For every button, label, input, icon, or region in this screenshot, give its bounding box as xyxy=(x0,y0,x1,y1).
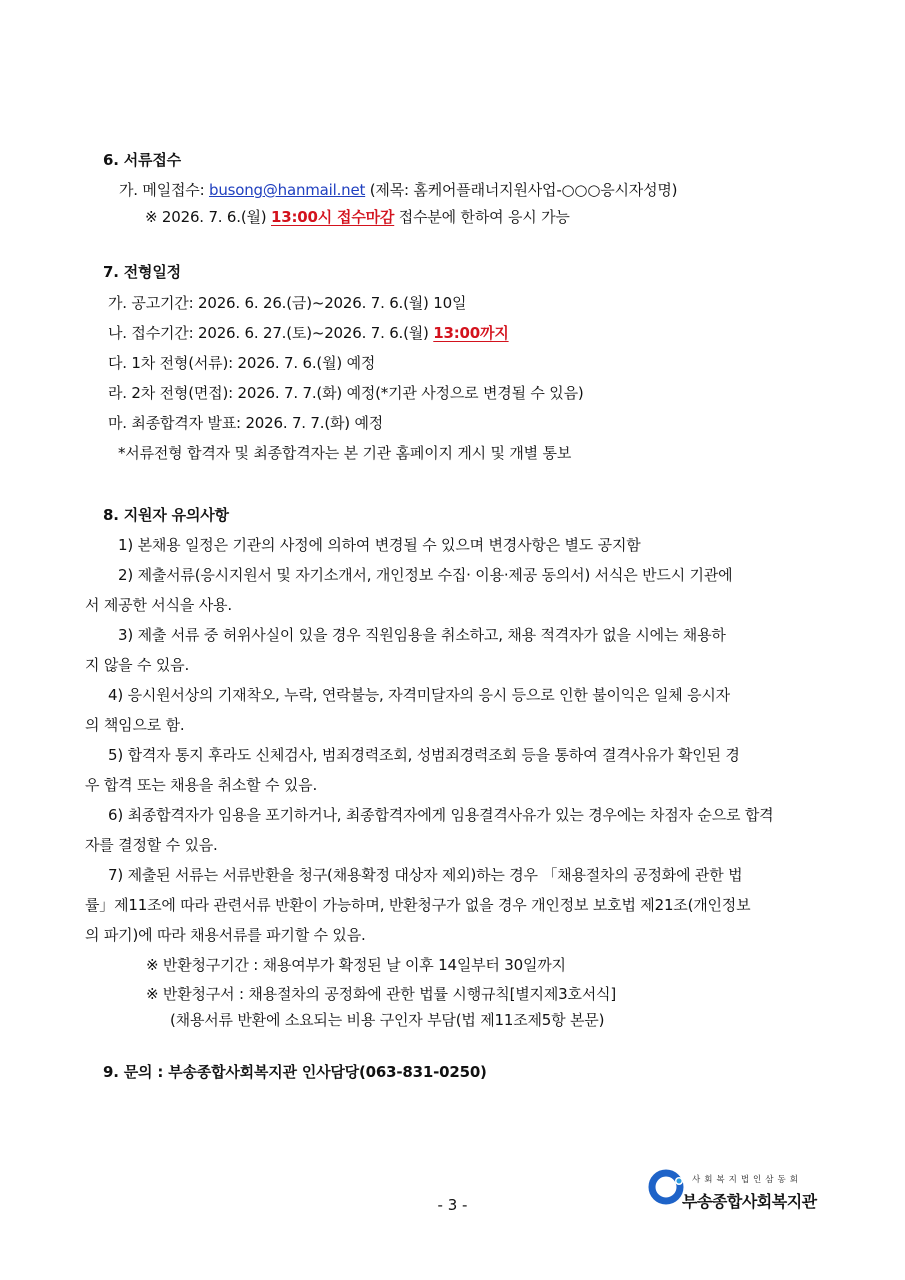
deadline-note-suffix: 접수분에 한하여 응시 가능 xyxy=(394,208,570,226)
section-7-title: 7. 전형일정 xyxy=(103,263,181,281)
section-9-contact: 9. 문의 : 부송종합사회복지관 인사담당(063-831-0250) xyxy=(103,1063,487,1081)
notice-item-7-line-1: 7) 제출된 서류는 서류반환을 청구(채용확정 대상자 제외)하는 경우 「채용절차의 공정화에 관한 법 xyxy=(108,866,743,884)
section-8-title: 8. 지원자 유의사항 xyxy=(103,506,229,524)
section-7-note: *서류전형 합격자 및 최종합격자는 본 기관 홈페이지 게시 및 개별 통보 xyxy=(118,444,572,462)
section-7-item-c: 다. 1차 전형(서류): 2026. 7. 6.(월) 예정 xyxy=(108,354,376,372)
notice-item-2-line-1: 2) 제출서류(응시지원서 및 자기소개서, 개인정보 수집· 이용·제공 동의서) 서식은 반드시 기관에 xyxy=(118,566,733,584)
notice-item-7-line-3: 의 파기)에 따라 채용서류를 파기할 수 있음. xyxy=(85,926,366,944)
notice-item-5-line-1: 5) 합격자 통지 후라도 신체검사, 범죄경력조회, 성범죄경력조회 등을 통하여 결격사유가 확인된 경 xyxy=(108,746,740,764)
section-7-item-e: 마. 최종합격자 발표: 2026. 7. 7.(화) 예정 xyxy=(108,414,384,432)
notice-item-4-line-1: 4) 응시원서상의 기재착오, 누락, 연락불능, 자격미달자의 응시 등으로 인한 불이익은 일체 응시자 xyxy=(108,686,730,704)
notice-item-5-line-2: 우 합격 또는 채용을 취소할 수 있음. xyxy=(85,776,318,794)
return-form-note: ※ 반환청구서 : 채용절차의 공정화에 관한 법률 시행규칙[별지제3호서식] xyxy=(146,985,616,1003)
section-7-item-b xyxy=(108,323,509,343)
return-cost-note: (채용서류 반환에 소요되는 비용 구인자 부담(법 제11조제5항 본문) xyxy=(170,1011,605,1029)
notice-item-7-line-2: 률」제11조에 따라 관련서류 반환이 가능하며, 반환청구가 없을 경우 개인정보 보호법 제21조(개인정보 xyxy=(85,896,751,914)
section-7-item-a: 가. 공고기간: 2026. 6. 26.(금)~2026. 7. 6.(월) 10일 xyxy=(108,294,467,312)
return-period-note: ※ 반환청구기간 : 채용여부가 확정된 날 이후 14일부터 30일까지 xyxy=(146,956,566,974)
notice-item-4-line-2: 의 책임으로 함. xyxy=(85,716,185,734)
email-subject: (제목: 홈케어플래너지원사업-○○○응시자성명) xyxy=(365,181,678,199)
notice-item-3-line-1: 3) 제출 서류 중 허위사실이 있을 경우 직원임용을 취소하고, 채용 적격자가 없을 시에는 채용하 xyxy=(118,626,726,644)
section-6-note xyxy=(145,207,570,227)
notice-item-1: 1) 본채용 일정은 기관의 사정에 의하여 변경될 수 있으며 변경사항은 별도 공지함 xyxy=(118,536,641,554)
logo-center-name: 부송종합사회복지관 xyxy=(682,1192,817,1211)
application-deadline-highlight: 13:00까지 xyxy=(433,324,509,342)
notice-item-6-line-1: 6) 최종합격자가 임용을 포기하거나, 최종합격자에게 임용결격사유가 있는 경우에는 차점자 순으로 합격 xyxy=(108,806,774,824)
notice-item-2-line-2: 서 제공한 서식을 사용. xyxy=(85,596,232,614)
email-label: 가. 메일접수: xyxy=(119,181,210,199)
notice-item-6-line-2: 자를 결정할 수 있음. xyxy=(85,836,218,854)
logo-foundation-name: 사회복지법인삼동회 xyxy=(692,1175,802,1185)
section-6-title: 6. 서류접수 xyxy=(103,151,181,169)
deadline-highlight: 13:00시 접수마감 xyxy=(271,208,395,226)
email-link[interactable]: busong@hanmail.net xyxy=(209,181,366,199)
application-period: 나. 접수기간: 2026. 6. 27.(토)~2026. 7. 6.(월) xyxy=(108,324,434,342)
notice-item-3-line-2: 지 않을 수 있음. xyxy=(85,656,190,674)
section-7-item-d: 라. 2차 전형(면접): 2026. 7. 7.(화) 예정(*기관 사정으로 변경될 수 있음) xyxy=(108,384,584,402)
section-6-item-a xyxy=(119,180,677,200)
organization-logo xyxy=(648,1167,818,1215)
deadline-note-prefix: ※ 2026. 7. 6.(월) xyxy=(145,208,271,226)
page-number: - 3 - xyxy=(437,1196,468,1214)
